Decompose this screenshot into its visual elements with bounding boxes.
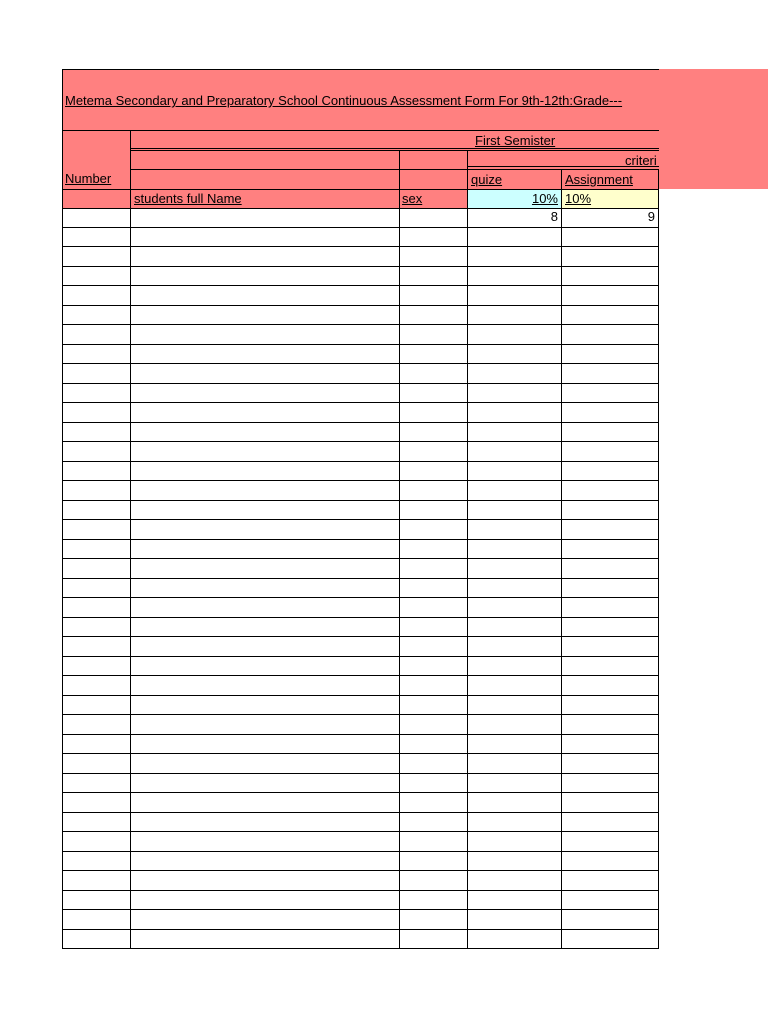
table-row bbox=[62, 364, 659, 384]
table-row bbox=[62, 735, 659, 755]
sex-cell[interactable] bbox=[400, 598, 468, 617]
sex-cell[interactable] bbox=[400, 384, 468, 403]
quiz-score-cell[interactable] bbox=[468, 598, 562, 617]
sex-cell[interactable] bbox=[400, 676, 468, 695]
table-row bbox=[62, 910, 659, 930]
quiz-score-cell[interactable] bbox=[468, 657, 562, 676]
name-cell[interactable] bbox=[131, 247, 400, 266]
title-bottom-border bbox=[62, 130, 659, 131]
name-cell[interactable] bbox=[131, 813, 400, 832]
table-row bbox=[62, 793, 659, 813]
name-cell[interactable] bbox=[131, 364, 400, 383]
table-row bbox=[62, 325, 659, 345]
quiz-score-cell[interactable] bbox=[468, 735, 562, 754]
number-cell[interactable] bbox=[62, 403, 131, 422]
number-cell[interactable] bbox=[62, 852, 131, 871]
table-row bbox=[62, 462, 659, 482]
sex-cell[interactable] bbox=[400, 754, 468, 773]
table-row bbox=[62, 403, 659, 423]
quiz-score-cell[interactable] bbox=[468, 228, 562, 247]
name-cell[interactable] bbox=[131, 696, 400, 715]
number-cell[interactable] bbox=[62, 774, 131, 793]
sex-cell[interactable] bbox=[400, 501, 468, 520]
quiz-score-cell[interactable] bbox=[468, 637, 562, 656]
sex-cell[interactable] bbox=[400, 462, 468, 481]
table-row bbox=[62, 306, 659, 326]
name-cell[interactable] bbox=[131, 618, 400, 637]
sex-cell[interactable] bbox=[400, 891, 468, 910]
assignment-score-cell[interactable] bbox=[562, 774, 659, 793]
name-cell[interactable] bbox=[131, 637, 400, 656]
assignment-score-cell[interactable] bbox=[562, 676, 659, 695]
assignment-score-cell[interactable] bbox=[562, 793, 659, 812]
number-cell[interactable] bbox=[62, 384, 131, 403]
assignment-score-cell[interactable] bbox=[562, 520, 659, 539]
table-row bbox=[62, 930, 659, 950]
quiz-score-cell[interactable] bbox=[468, 774, 562, 793]
name-cell[interactable] bbox=[131, 501, 400, 520]
number-cell[interactable] bbox=[62, 462, 131, 481]
sex-cell[interactable] bbox=[400, 540, 468, 559]
assignment-score-cell[interactable] bbox=[562, 891, 659, 910]
criteria-label: criteri bbox=[625, 153, 657, 168]
number-cell[interactable] bbox=[62, 442, 131, 461]
table-row bbox=[62, 442, 659, 462]
name-cell[interactable] bbox=[131, 462, 400, 481]
sex-cell[interactable] bbox=[400, 364, 468, 383]
subheader-line bbox=[131, 169, 659, 170]
quiz-score-cell[interactable] bbox=[468, 423, 562, 442]
number-cell[interactable] bbox=[62, 754, 131, 773]
table-row bbox=[62, 813, 659, 833]
sex-cell[interactable] bbox=[400, 696, 468, 715]
quiz-score-cell[interactable] bbox=[468, 540, 562, 559]
assignment-score-cell[interactable] bbox=[562, 754, 659, 773]
assignment-weight: 10% bbox=[565, 191, 592, 206]
sex-column-header: sex bbox=[402, 191, 423, 206]
assignment-score-cell[interactable] bbox=[562, 306, 659, 325]
quiz-score-cell[interactable] bbox=[468, 559, 562, 578]
quiz-score-cell[interactable] bbox=[468, 891, 562, 910]
quiz-weight: 10% bbox=[531, 191, 558, 206]
table-row bbox=[62, 228, 659, 248]
form-title: Metema Secondary and Preparatory School Continuous Assessment Form For 9th-12th:Grade--- bbox=[65, 93, 623, 108]
assignment-score-cell[interactable] bbox=[562, 813, 659, 832]
table-row bbox=[62, 657, 659, 677]
name-cell[interactable] bbox=[131, 540, 400, 559]
assignment-score-cell[interactable] bbox=[562, 462, 659, 481]
quiz-score-cell[interactable] bbox=[468, 208, 562, 227]
table-row bbox=[62, 345, 659, 365]
name-cell[interactable] bbox=[131, 735, 400, 754]
max-score-row bbox=[62, 208, 659, 228]
assignment-score-cell[interactable] bbox=[562, 403, 659, 422]
quiz-score-cell[interactable] bbox=[468, 442, 562, 461]
table-row bbox=[62, 384, 659, 404]
name-cell[interactable] bbox=[131, 306, 400, 325]
table-row bbox=[62, 481, 659, 501]
name-cell[interactable] bbox=[131, 228, 400, 247]
criteria-top bbox=[131, 150, 659, 151]
number-cell[interactable] bbox=[62, 832, 131, 851]
quiz-score-cell[interactable] bbox=[468, 793, 562, 812]
assignment-max-score: 9 bbox=[647, 209, 655, 224]
quiz-score-cell[interactable] bbox=[468, 676, 562, 695]
assignment-score-cell[interactable] bbox=[562, 540, 659, 559]
name-cell[interactable] bbox=[131, 403, 400, 422]
table-row bbox=[62, 579, 659, 599]
sex-cell[interactable] bbox=[400, 910, 468, 929]
header-top-border bbox=[62, 69, 659, 70]
sex-cell[interactable] bbox=[400, 559, 468, 578]
semester-underline bbox=[131, 148, 659, 149]
number-cell[interactable] bbox=[62, 325, 131, 344]
quiz-max-score: 8 bbox=[550, 209, 558, 224]
table-row bbox=[62, 696, 659, 716]
table-row bbox=[62, 774, 659, 794]
sex-cell[interactable] bbox=[400, 579, 468, 598]
number-cell[interactable] bbox=[62, 501, 131, 520]
number-cell[interactable] bbox=[62, 657, 131, 676]
name-cell[interactable] bbox=[131, 676, 400, 695]
number-cell[interactable] bbox=[62, 579, 131, 598]
assignment-score-cell[interactable] bbox=[562, 286, 659, 305]
table-row bbox=[62, 501, 659, 521]
assignment-score-cell[interactable] bbox=[562, 423, 659, 442]
quiz-score-cell[interactable] bbox=[468, 384, 562, 403]
name-cell[interactable] bbox=[131, 793, 400, 812]
quiz-score-cell[interactable] bbox=[468, 501, 562, 520]
sex-cell[interactable] bbox=[400, 813, 468, 832]
assignment-column-header: Assignment bbox=[565, 172, 633, 187]
assignment-score-cell[interactable] bbox=[562, 345, 659, 364]
table-row bbox=[62, 247, 659, 267]
table-row bbox=[62, 852, 659, 872]
sex-cell[interactable] bbox=[400, 228, 468, 247]
number-column-header: Number bbox=[65, 171, 112, 186]
name-cell[interactable] bbox=[131, 384, 400, 403]
number-cell[interactable] bbox=[62, 267, 131, 286]
name-cell[interactable] bbox=[131, 598, 400, 617]
number-cell[interactable] bbox=[62, 423, 131, 442]
name-cell[interactable] bbox=[131, 345, 400, 364]
quiz-score-cell[interactable] bbox=[468, 832, 562, 851]
number-cell[interactable] bbox=[62, 735, 131, 754]
number-cell[interactable] bbox=[62, 618, 131, 637]
name-cell[interactable] bbox=[131, 774, 400, 793]
name-cell[interactable] bbox=[131, 520, 400, 539]
number-cell[interactable] bbox=[62, 930, 131, 949]
assignment-score-cell[interactable] bbox=[562, 481, 659, 500]
name-cell[interactable] bbox=[131, 930, 400, 949]
table-row bbox=[62, 676, 659, 696]
assignment-score-cell[interactable] bbox=[562, 832, 659, 851]
sex-cell[interactable] bbox=[400, 325, 468, 344]
assignment-score-cell[interactable] bbox=[562, 735, 659, 754]
sex-cell[interactable] bbox=[400, 871, 468, 890]
name-cell[interactable] bbox=[131, 832, 400, 851]
table-row bbox=[62, 286, 659, 306]
quiz-score-cell[interactable] bbox=[468, 520, 562, 539]
quiz-score-cell[interactable] bbox=[468, 325, 562, 344]
number-cell[interactable] bbox=[62, 286, 131, 305]
assignment-score-cell[interactable] bbox=[562, 910, 659, 929]
table-row bbox=[62, 559, 659, 579]
name-cell[interactable] bbox=[131, 891, 400, 910]
number-cell[interactable] bbox=[62, 306, 131, 325]
quiz-score-cell[interactable] bbox=[468, 871, 562, 890]
assignment-score-cell[interactable] bbox=[562, 559, 659, 578]
assignment-score-cell[interactable] bbox=[562, 579, 659, 598]
sex-cell[interactable] bbox=[400, 774, 468, 793]
number-cell[interactable] bbox=[62, 228, 131, 247]
assignment-score-cell[interactable] bbox=[562, 598, 659, 617]
name-cell[interactable] bbox=[131, 579, 400, 598]
quiz-score-cell[interactable] bbox=[468, 306, 562, 325]
sex-cell[interactable] bbox=[400, 423, 468, 442]
sex-cell[interactable] bbox=[400, 657, 468, 676]
assignment-score-cell[interactable] bbox=[562, 247, 659, 266]
sex-cell[interactable] bbox=[400, 267, 468, 286]
name-column-header: students full Name bbox=[134, 191, 242, 206]
quiz-score-cell[interactable] bbox=[468, 618, 562, 637]
number-cell[interactable] bbox=[62, 247, 131, 266]
quiz-score-cell[interactable] bbox=[468, 852, 562, 871]
header-band bbox=[62, 69, 659, 208]
quiz-score-cell[interactable] bbox=[468, 267, 562, 286]
assignment-score-cell[interactable] bbox=[562, 208, 659, 227]
assignment-score-cell[interactable] bbox=[562, 267, 659, 286]
sex-cell[interactable] bbox=[400, 618, 468, 637]
name-cell[interactable] bbox=[131, 657, 400, 676]
sex-cell[interactable] bbox=[400, 852, 468, 871]
number-cell[interactable] bbox=[62, 676, 131, 695]
sex-cell[interactable] bbox=[400, 208, 468, 227]
name-cell[interactable] bbox=[131, 871, 400, 890]
columns-bottom-line bbox=[62, 189, 659, 190]
number-cell[interactable] bbox=[62, 696, 131, 715]
quiz-score-cell[interactable] bbox=[468, 481, 562, 500]
sex-cell[interactable] bbox=[400, 345, 468, 364]
quiz-score-cell[interactable] bbox=[468, 813, 562, 832]
assignment-score-cell[interactable] bbox=[562, 384, 659, 403]
name-cell[interactable] bbox=[131, 910, 400, 929]
assignment-score-cell[interactable] bbox=[562, 930, 659, 949]
assignment-score-cell[interactable] bbox=[562, 442, 659, 461]
number-cell[interactable] bbox=[62, 871, 131, 890]
number-cell[interactable] bbox=[62, 637, 131, 656]
table-row bbox=[62, 754, 659, 774]
number-cell[interactable] bbox=[62, 813, 131, 832]
assignment-score-cell[interactable] bbox=[562, 228, 659, 247]
sex-cell[interactable] bbox=[400, 403, 468, 422]
sex-cell[interactable] bbox=[400, 715, 468, 734]
name-cell[interactable] bbox=[131, 423, 400, 442]
quiz-score-cell[interactable] bbox=[468, 696, 562, 715]
quiz-score-cell[interactable] bbox=[468, 345, 562, 364]
name-cell[interactable] bbox=[131, 267, 400, 286]
table-row bbox=[62, 637, 659, 657]
number-cell[interactable] bbox=[62, 208, 131, 227]
number-cell[interactable] bbox=[62, 715, 131, 734]
number-cell[interactable] bbox=[62, 559, 131, 578]
sex-cell[interactable] bbox=[400, 481, 468, 500]
name-cell[interactable] bbox=[131, 852, 400, 871]
table-row bbox=[62, 267, 659, 287]
sex-cell[interactable] bbox=[400, 286, 468, 305]
quiz-score-cell[interactable] bbox=[468, 247, 562, 266]
table-row bbox=[62, 540, 659, 560]
table-row bbox=[62, 618, 659, 638]
assignment-score-cell[interactable] bbox=[562, 657, 659, 676]
assignment-score-cell[interactable] bbox=[562, 364, 659, 383]
table-row bbox=[62, 832, 659, 852]
assignment-score-cell[interactable] bbox=[562, 501, 659, 520]
sex-cell[interactable] bbox=[400, 520, 468, 539]
table-row bbox=[62, 715, 659, 735]
quiz-score-cell[interactable] bbox=[468, 930, 562, 949]
assignment-score-cell[interactable] bbox=[562, 852, 659, 871]
name-cell[interactable] bbox=[131, 325, 400, 344]
number-cell[interactable] bbox=[62, 481, 131, 500]
assignment-score-cell[interactable] bbox=[562, 715, 659, 734]
quiz-score-cell[interactable] bbox=[468, 462, 562, 481]
number-cell[interactable] bbox=[62, 793, 131, 812]
sex-cell[interactable] bbox=[400, 306, 468, 325]
assignment-score-cell[interactable] bbox=[562, 637, 659, 656]
sex-cell[interactable] bbox=[400, 442, 468, 461]
sex-cell[interactable] bbox=[400, 793, 468, 812]
quiz-score-cell[interactable] bbox=[468, 715, 562, 734]
quiz-column-header: quize bbox=[471, 172, 503, 187]
quiz-score-cell[interactable] bbox=[468, 910, 562, 929]
name-cell[interactable] bbox=[131, 559, 400, 578]
table-row bbox=[62, 891, 659, 911]
sex-cell[interactable] bbox=[400, 930, 468, 949]
quiz-score-cell[interactable] bbox=[468, 286, 562, 305]
assignment-score-cell[interactable] bbox=[562, 871, 659, 890]
assignment-score-cell[interactable] bbox=[562, 325, 659, 344]
quiz-score-cell[interactable] bbox=[468, 754, 562, 773]
name-cell[interactable] bbox=[131, 715, 400, 734]
table-row bbox=[62, 598, 659, 618]
name-cell[interactable] bbox=[131, 286, 400, 305]
semester-label: First Semister bbox=[475, 133, 556, 148]
table-row bbox=[62, 423, 659, 443]
name-cell[interactable] bbox=[131, 208, 400, 227]
sex-cell[interactable] bbox=[400, 637, 468, 656]
sex-cell[interactable] bbox=[400, 247, 468, 266]
assignment-score-cell[interactable] bbox=[562, 696, 659, 715]
number-cell[interactable] bbox=[62, 891, 131, 910]
header-band-overflow bbox=[659, 69, 768, 189]
quiz-score-cell[interactable] bbox=[468, 403, 562, 422]
name-cell[interactable] bbox=[131, 754, 400, 773]
number-cell[interactable] bbox=[62, 520, 131, 539]
name-cell[interactable] bbox=[131, 481, 400, 500]
number-cell[interactable] bbox=[62, 540, 131, 559]
table-row bbox=[62, 520, 659, 540]
quiz-score-cell[interactable] bbox=[468, 579, 562, 598]
number-cell[interactable] bbox=[62, 598, 131, 617]
name-cell[interactable] bbox=[131, 442, 400, 461]
sex-cell[interactable] bbox=[400, 832, 468, 851]
quiz-score-cell[interactable] bbox=[468, 364, 562, 383]
number-cell[interactable] bbox=[62, 364, 131, 383]
sex-cell[interactable] bbox=[400, 735, 468, 754]
number-cell[interactable] bbox=[62, 345, 131, 364]
assignment-score-cell[interactable] bbox=[562, 618, 659, 637]
number-cell[interactable] bbox=[62, 910, 131, 929]
table-row bbox=[62, 871, 659, 891]
